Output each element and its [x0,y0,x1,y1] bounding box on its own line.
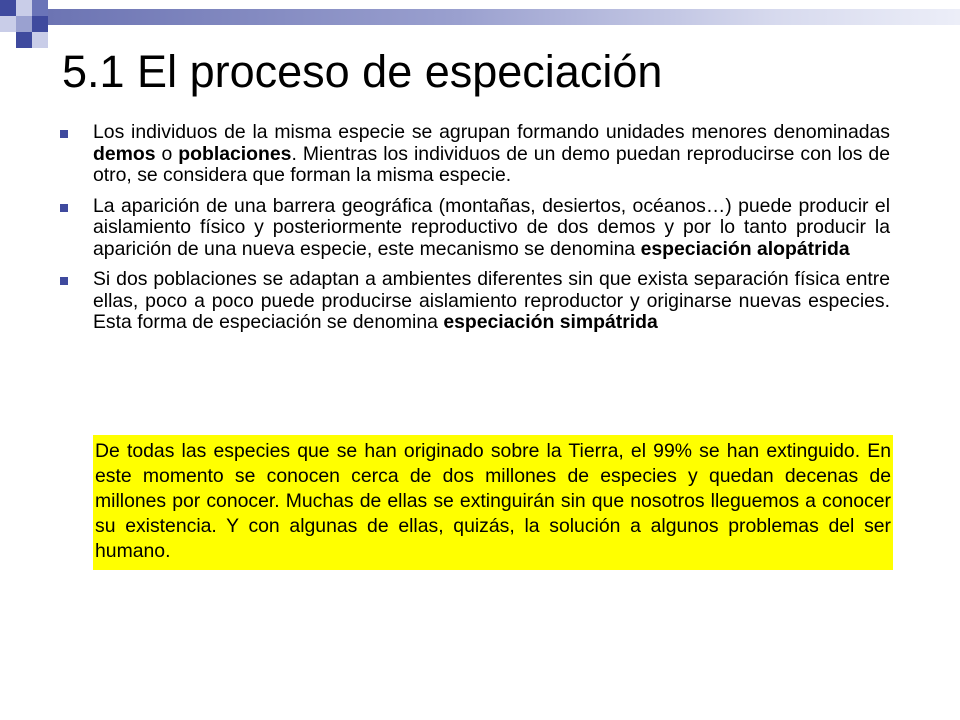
bullet-item [60,122,890,187]
bold-term: especiación simpátrida [443,311,658,333]
highlighted-note: De todas las especies que se han originado sobre la Tierra, el 99% se han extinguido. En este momento se conocen cerca de dos millones de especies y quedan decenas de millones por conocer. Muchas de ellas se extinguirán sin que nosotros lleguemos a conocer su existencia. Y con algunas de ellas, quizás, la solución a algunos problemas del ser humano. [93,435,893,570]
bullet-text: Si dos poblaciones se adaptan a ambientes diferentes sin que exista separación física entre ellas, poco a poco puede producirse aislamiento reproductor y originarse nuevas especies. Esta forma de especiación se denomina [93,268,890,333]
square-bullet-icon [60,277,68,285]
deco-square [16,32,32,48]
bold-term: poblaciones [178,142,292,165]
bold-term: demos [93,142,156,165]
bullet-list [60,122,890,343]
bullet-text: o [155,142,179,165]
deco-square [16,16,32,32]
bullet-item [60,269,890,334]
square-bullet-icon [60,130,68,138]
deco-square [32,32,48,48]
square-bullet-icon [60,204,68,212]
deco-square [32,0,48,16]
deco-square [0,0,16,16]
bullet-text: Los individuos de la misma especie se agrupan formando unidades menores denominadas [93,121,890,143]
deco-square [32,16,48,32]
header-gradient-bar [48,9,960,25]
bullet-text: La aparición de una barrera geográfica (montañas, desiertos, océanos…) puede producir el aislamiento físico y posteriormente reproductivo de dos demos y por lo tanto producir la aparición de una nueva especie, este mecanismo se denomina [93,194,890,260]
bullet-text: . Mientras los individuos de un demo puedan reproducirse con los de otro, se considera que forman la misma especie. [93,142,890,186]
slide-title: 5.1 El proceso de especiación [62,46,663,97]
deco-square [0,16,16,32]
bullet-item [60,196,890,261]
deco-square [16,0,32,16]
bold-term: especiación alopátrida [640,237,850,260]
